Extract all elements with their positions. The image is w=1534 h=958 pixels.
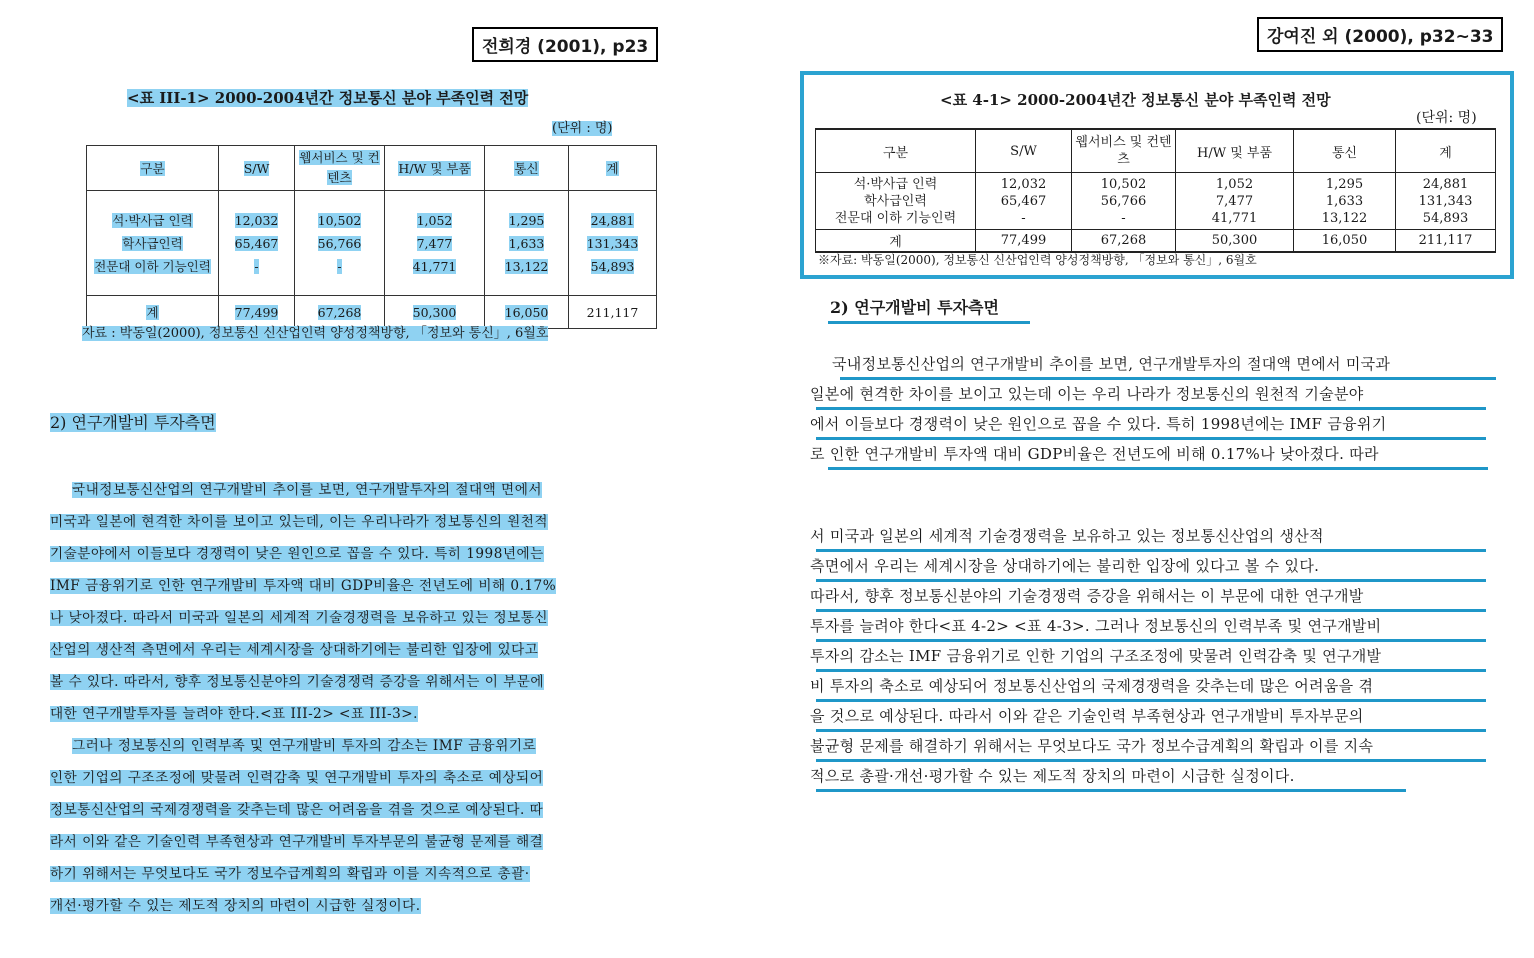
table-total-cell: 211,117 xyxy=(569,296,657,329)
table-cell: 1,052 7,477 41,771 xyxy=(1176,173,1294,230)
text-line: 기술분야에서 이들보다 경쟁력이 낮은 원인으로 꼽을 수 있다. 특히 1998년에는 xyxy=(50,546,544,562)
table-header-cell: 통신 xyxy=(1294,129,1396,173)
table-cell: 24,881 131,343 54,893 xyxy=(1396,173,1496,230)
table-row xyxy=(87,191,657,296)
table-header-cell: 계 xyxy=(569,146,657,191)
table-total-cell: 50,300 xyxy=(385,296,485,329)
text-line: 서 미국과 일본의 세계적 기술경쟁력을 보유하고 있는 정보통신산업의 생산적 xyxy=(810,524,1500,554)
table-header-row xyxy=(87,146,657,191)
text-line: 투자의 감소는 IMF 금융위기로 인한 기업의 구조조정에 맞물려 인력감축 및 연구개발 xyxy=(810,644,1500,674)
table-header-cell: 웹서비스 및 컨텐츠 xyxy=(1072,129,1176,173)
right-document-page xyxy=(790,0,1534,958)
left-document-page xyxy=(0,0,760,958)
table-cell: 24,881 131,343 54,893 xyxy=(569,191,657,296)
table-row xyxy=(816,173,1496,230)
table-total-label: 계 xyxy=(816,230,976,253)
text-line: 따라서, 향후 정보통신분야의 기술경쟁력 증강을 위해서는 이 부문에 대한 연구개발 xyxy=(810,584,1500,614)
text-line: 투자를 늘려야 한다<표 4-2> <표 4-3>. 그러나 정보통신의 인력부족 및 연구개발비 xyxy=(810,614,1500,644)
right-table-unit: (단위: 명) xyxy=(1416,110,1477,126)
table-header-cell: 통신 xyxy=(485,146,569,191)
table-header-cell: S/W xyxy=(219,146,295,191)
right-table-highlight-frame xyxy=(800,71,1514,279)
text-line: 에서 이들보다 경쟁력이 낮은 원인으로 꼽을 수 있다. 특히 1998년에는 IMF 금융위기 xyxy=(810,412,1500,442)
text-line: 하기 위해서는 무엇보다도 국가 정보수급계획의 확립과 이를 지속적으로 총괄· xyxy=(50,866,530,882)
table-total-cell: 211,117 xyxy=(1396,230,1496,253)
text-line: 나 낮아졌다. 따라서 미국과 일본의 세계적 기술경쟁력을 보유하고 있는 정보통신 xyxy=(50,610,549,626)
left-body-paragraphs xyxy=(50,478,662,926)
text-line: 비 투자의 축소로 예상되어 정보통신산업의 국제경쟁력을 갖추는데 많은 어려움을 겪 xyxy=(810,674,1500,704)
left-table-title xyxy=(127,87,528,108)
text-line: 라서 이와 같은 기술인력 부족현상과 연구개발비 투자부문의 불균형 문제를 해결 xyxy=(50,834,544,850)
text-line: 그러나 정보통신의 인력부족 및 연구개발비 투자의 감소는 IMF 금융위기로 xyxy=(72,738,537,754)
table-header-row xyxy=(816,129,1496,173)
table-header-cell: 웹서비스 및 컨텐츠 xyxy=(295,146,385,191)
table-total-label: 계 xyxy=(87,296,219,329)
table-cell: 1,295 1,633 13,122 xyxy=(1294,173,1396,230)
table-cell: 12,032 65,467 - xyxy=(976,173,1072,230)
heading-underline xyxy=(828,321,1030,324)
table-cell: 10,502 56,766 - xyxy=(295,191,385,296)
paragraph-gap xyxy=(810,472,1500,524)
right-shortage-table xyxy=(815,128,1496,253)
table-row-labels-cell: 석·박사급 인력 학사급인력 전문대 이하 기능인력 xyxy=(816,173,976,230)
text-line: 볼 수 있다. 따라서, 향후 정보통신분야의 기술경쟁력 증강을 위해서는 이 부문에 xyxy=(50,674,545,690)
table-header-cell: 구분 xyxy=(816,129,976,173)
left-citation-label: 전희경 (2001), p23 xyxy=(472,27,658,62)
right-section-heading: 2) 연구개발비 투자측면 xyxy=(830,298,999,317)
left-table-unit xyxy=(552,117,612,136)
table-header-cell: S/W xyxy=(976,129,1072,173)
table-total-row xyxy=(816,230,1496,253)
text-line: 미국과 일본에 현격한 차이를 보이고 있는데, 이는 우리나라가 정보통신의 원천적 xyxy=(50,514,549,530)
table-header-cell: 계 xyxy=(1396,129,1496,173)
text-line: 국내정보통신산업의 연구개발비 추이를 보면, 연구개발투자의 절대액 면에서 xyxy=(72,482,542,498)
table-total-cell: 67,268 xyxy=(295,296,385,329)
text-line: 을 것으로 예상된다. 따라서 이와 같은 기술인력 부족현상과 연구개발비 투자부문의 xyxy=(810,704,1500,734)
text-line: 정보통신산업의 국제경쟁력을 갖추는데 많은 어려움을 겪을 것으로 예상된다. 따 xyxy=(50,802,544,818)
table-header-cell: H/W 및 부품 xyxy=(1176,129,1294,173)
table-total-cell: 67,268 xyxy=(1072,230,1176,253)
table-header-cell: 구분 xyxy=(87,146,219,191)
text-line: 로 인한 연구개발비 투자액 대비 GDP비율은 전년도에 비해 0.17%나 낮아졌다. 따라 xyxy=(810,442,1500,472)
table-row-labels-cell: 석·박사급 인력 학사급인력 전문대 이하 기능인력 xyxy=(87,191,219,296)
table-cell: 12,032 65,467 - xyxy=(219,191,295,296)
left-table-title-text: <표 III-1> 2000-2004년간 정보통신 분야 부족인력 전망 xyxy=(127,89,529,107)
left-table-unit-text: (단위 : 명) xyxy=(552,121,613,136)
text-line: 인한 기업의 구조조정에 맞물려 인력감축 및 연구개발비 투자의 축소로 예상되어 xyxy=(50,770,544,786)
text-line: 불균형 문제를 해결하기 위해서는 무엇보다도 국가 정보수급계획의 확립과 이를 지속 xyxy=(810,734,1500,764)
left-section-heading: 2) 연구개발비 투자측면 xyxy=(50,413,216,432)
table-total-cell: 50,300 xyxy=(1176,230,1294,253)
right-table-source: ※자료: 박동일(2000), 정보통신 신산업인력 양성정책방향, 「정보와 통신」, 6월호 xyxy=(818,253,1257,267)
table-total-cell: 16,050 xyxy=(1294,230,1396,253)
right-citation-label: 강여진 외 (2000), p32~33 xyxy=(1257,17,1503,52)
right-body-paragraphs xyxy=(810,352,1500,794)
left-table-source: 자료 : 박동일(2000), 정보통신 신산업인력 양성정책방향, 「정보와 통신」, 6월호 xyxy=(82,326,549,341)
table-total-cell: 77,499 xyxy=(976,230,1072,253)
table-cell: 1,295 1,633 13,122 xyxy=(485,191,569,296)
text-line: 적으로 총괄·개선·평가할 수 있는 제도적 장치의 마련이 시급한 실정이다. xyxy=(810,764,1500,794)
right-table-title: <표 4-1> 2000-2004년간 정보통신 분야 부족인력 전망 xyxy=(940,91,1331,109)
table-total-cell: 16,050 xyxy=(485,296,569,329)
text-line: 일본에 현격한 차이를 보이고 있는데 이는 우리 나라가 정보통신의 원천적 기술분야 xyxy=(810,382,1500,412)
text-line: 측면에서 우리는 세계시장을 상대하기에는 불리한 입장에 있다고 볼 수 있다. xyxy=(810,554,1500,584)
left-shortage-table xyxy=(86,145,657,329)
table-cell: 1,052 7,477 41,771 xyxy=(385,191,485,296)
text-line: 대한 연구개발투자를 늘려야 한다.<표 III-2> <표 III-3>. xyxy=(50,706,418,722)
text-line: 국내정보통신산업의 연구개발비 추이를 보면, 연구개발투자의 절대액 면에서 미국과 xyxy=(810,352,1500,382)
text-line: 개선·평가할 수 있는 제도적 장치의 마련이 시급한 실정이다. xyxy=(50,898,421,914)
table-cell: 10,502 56,766 - xyxy=(1072,173,1176,230)
table-total-cell: 77,499 xyxy=(219,296,295,329)
text-line: IMF 금융위기로 인한 연구개발비 투자액 대비 GDP비율은 전년도에 비해 0.17% xyxy=(50,578,557,594)
text-line: 산업의 생산적 측면에서 우리는 세계시장을 상대하기에는 불리한 입장에 있다고 xyxy=(50,642,539,658)
table-header-cell: H/W 및 부품 xyxy=(385,146,485,191)
